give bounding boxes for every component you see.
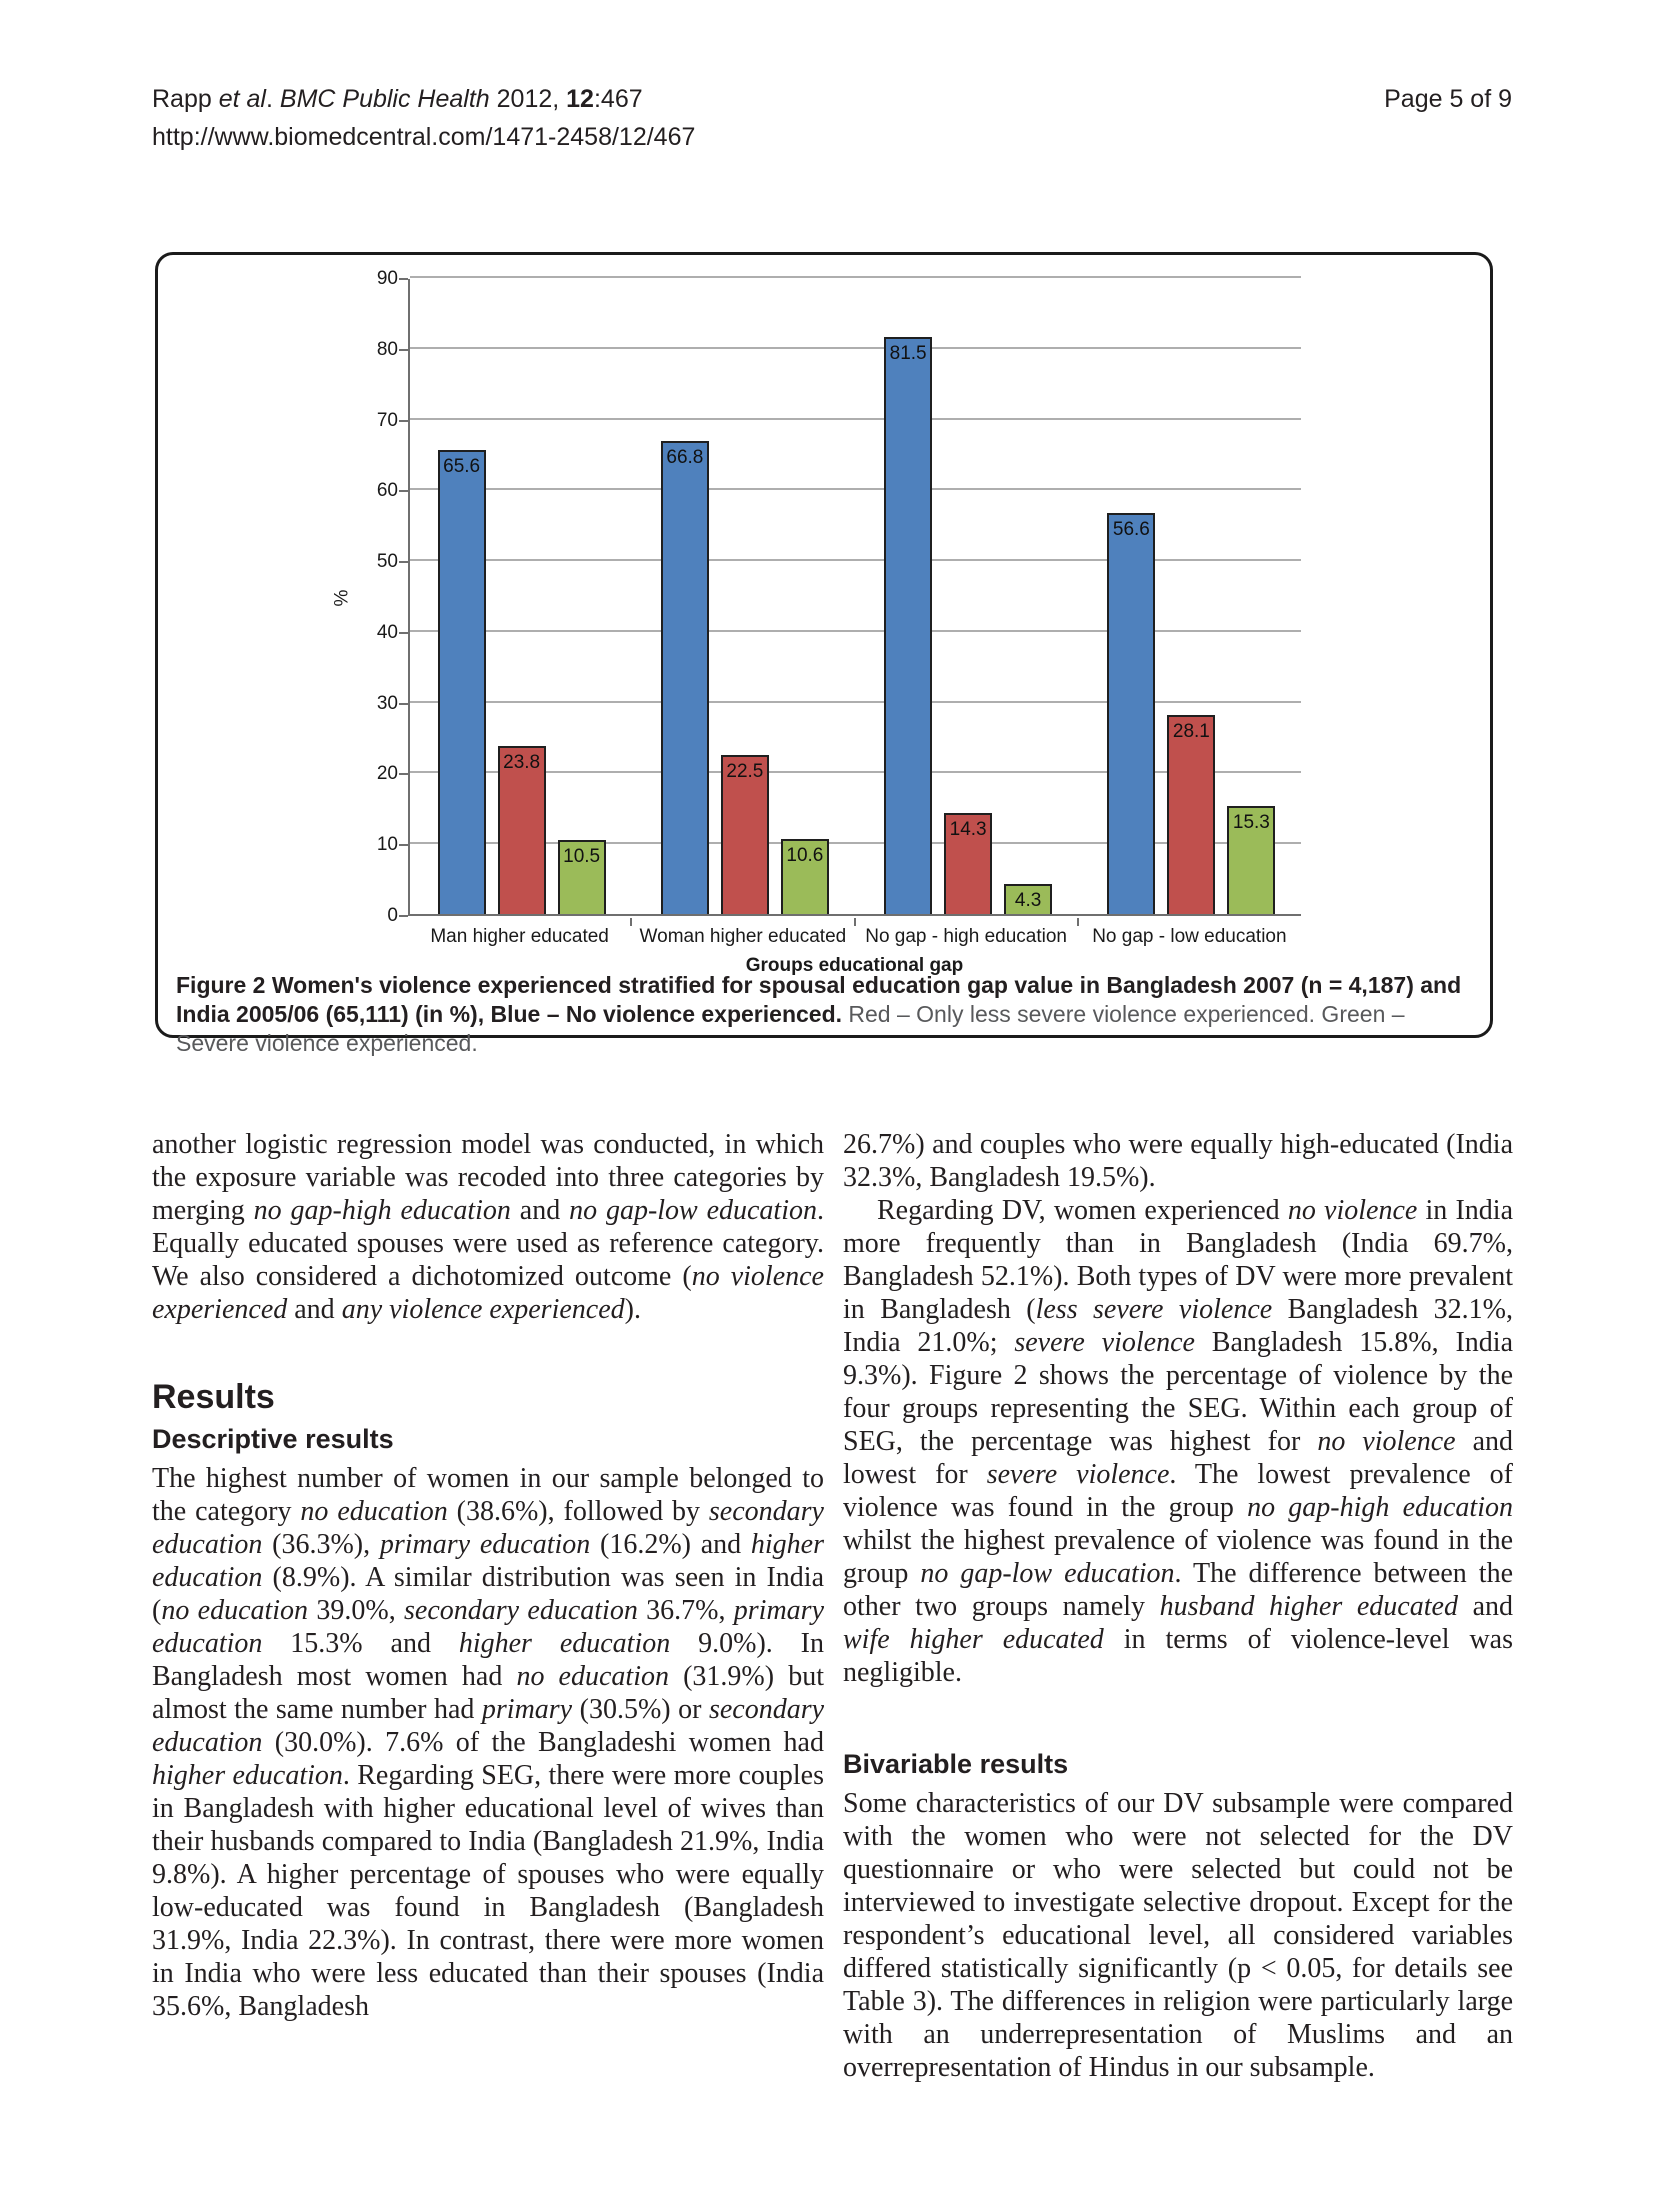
bar xyxy=(1004,884,1052,914)
text-segment: Figure 2 xyxy=(176,972,266,998)
text-segment: secondary education xyxy=(152,1496,824,1560)
bar xyxy=(781,839,829,914)
bar xyxy=(1227,806,1275,914)
paragraph-descriptive-results xyxy=(152,1462,824,2023)
header-citation xyxy=(152,84,643,114)
text-segment: Bangladesh 15.8%, India 9.3%). Figure 2 shows the percentage of violence by the four groups representing the SEG. Within each group of SEG, the percentage was highest for xyxy=(843,1327,1513,1457)
x-tick-mark xyxy=(1077,918,1079,926)
y-tick-label: 20 xyxy=(376,763,398,785)
text-segment: higher education xyxy=(152,1529,824,1593)
text-segment: . xyxy=(265,85,280,113)
text-segment: 9.0%). In Bangladesh most women had xyxy=(152,1628,824,1692)
text-segment: husband higher educated xyxy=(1159,1591,1458,1622)
y-tick-label: 80 xyxy=(376,338,398,360)
text-segment: no education xyxy=(300,1496,448,1527)
bar xyxy=(1107,513,1155,914)
y-tick-label: 70 xyxy=(376,409,398,431)
text-segment: Regarding DV, women experienced xyxy=(877,1195,1288,1226)
text-segment: ). xyxy=(624,1294,641,1325)
figure-caption xyxy=(176,971,1472,1058)
paragraph-dv-results xyxy=(843,1194,1513,1689)
column-left xyxy=(152,1128,824,2023)
column-right xyxy=(843,1128,1513,2084)
bar-value-label: 4.3 xyxy=(1014,889,1042,911)
text-segment: et al xyxy=(218,85,266,113)
y-tick-mark xyxy=(399,632,408,634)
text-segment: less severe violence xyxy=(1035,1294,1273,1325)
text-segment: primary education xyxy=(379,1529,591,1560)
x-tick-mark xyxy=(854,918,856,926)
paragraph-bivariable-results xyxy=(843,1787,1513,2084)
bar xyxy=(944,813,992,914)
bar-value-label: 15.3 xyxy=(1232,811,1270,833)
text-segment: secondary education xyxy=(152,1694,825,1758)
bar xyxy=(661,441,709,914)
x-axis-title: Groups educational gap xyxy=(745,955,964,976)
text-segment: higher education xyxy=(152,1760,343,1791)
bar-group xyxy=(1080,279,1303,914)
text-segment: no gap-high education xyxy=(1247,1492,1513,1523)
text-segment: primary education xyxy=(152,1595,825,1659)
text-segment: Red – Only less severe violence experienced. Green – Severe violence experienced. xyxy=(176,1001,1405,1056)
bar xyxy=(1167,715,1215,914)
text-segment: and xyxy=(510,1195,570,1226)
text-segment: BMC Public Health xyxy=(279,85,490,113)
y-tick-label: 40 xyxy=(376,621,398,643)
y-tick-mark xyxy=(399,349,408,351)
text-segment: :467 xyxy=(593,85,643,113)
x-category-label: Woman higher educated xyxy=(639,926,847,947)
text-segment: secondary education xyxy=(404,1595,638,1626)
x-category-label: Man higher educated xyxy=(430,926,609,947)
bar-value-label: 22.5 xyxy=(726,760,764,782)
text-segment: . The lowest prevalence of violence was found in the group xyxy=(843,1459,1514,1523)
text-segment: no gap-low education xyxy=(920,1558,1175,1589)
y-tick-mark xyxy=(399,278,408,280)
text-segment: 2012, xyxy=(489,85,567,113)
text-segment: wife higher educated xyxy=(843,1624,1104,1655)
text-segment: . The difference between the other two groups namely xyxy=(843,1558,1513,1622)
bar-group xyxy=(410,279,633,914)
text-segment: no violence xyxy=(1287,1195,1418,1226)
text-segment: severe violence xyxy=(986,1459,1170,1490)
bar xyxy=(884,337,932,914)
text-segment: no gap-low education xyxy=(569,1195,817,1226)
y-tick-mark xyxy=(399,420,408,422)
text-segment: no violence xyxy=(1317,1426,1456,1457)
text-segment: 39.0%, xyxy=(308,1595,405,1626)
paragraph-continuation xyxy=(843,1128,1513,1194)
descriptive-results-heading: Descriptive results xyxy=(152,1424,394,1454)
bar-value-label: 14.3 xyxy=(949,818,987,840)
text-segment: (8.9%). A similar distribution was seen in India ( xyxy=(152,1562,824,1626)
paragraph-methods-continuation xyxy=(152,1128,824,1326)
text-segment: (36.3%), xyxy=(262,1529,380,1560)
y-tick-mark xyxy=(399,703,408,705)
text-segment: 26.7%) and couples who were equally high-educated (India 32.3%, Bangladesh 19.5%). xyxy=(843,1129,1513,1193)
text-segment: Rapp xyxy=(152,85,219,113)
results-heading: Results xyxy=(152,1378,275,1416)
y-tick-label: 50 xyxy=(376,551,398,573)
text-segment: Some characteristics of our DV subsample were compared with the women who were not selected for the DV questionnaire or who were selected but could not be interviewed to investigate selective dropout. Except for the respondent’s educational level, all considered variables differed statistically significantly (p < 0.05, for details see Table 3). The differences in religion were particularly large with an underrepresentation of Muslims and an overrepresentation of Hindus in our subsample. xyxy=(843,1788,1513,2083)
header-url: http://www.biomedcentral.com/1471-2458/12/467 xyxy=(152,123,696,151)
x-axis-category-labels xyxy=(408,926,1301,956)
y-tick-mark xyxy=(399,773,408,775)
y-tick-mark xyxy=(399,915,408,917)
y-tick-label: 10 xyxy=(376,834,398,856)
y-tick-label: 60 xyxy=(376,480,398,502)
x-category-label: No gap - high education xyxy=(865,926,1067,947)
text-segment: (16.2%) and xyxy=(590,1529,751,1560)
bar xyxy=(558,840,606,914)
y-tick-label: 90 xyxy=(376,268,398,289)
gridline xyxy=(410,276,1301,278)
page-indicator: Page 5 of 9 xyxy=(1384,85,1512,113)
bar-value-label: 81.5 xyxy=(889,343,927,365)
y-axis-label: % xyxy=(331,589,353,607)
y-tick-label: 30 xyxy=(376,692,398,714)
text-segment: Bangladesh 32.1%, India 21.0%; xyxy=(843,1294,1513,1358)
text-segment: another logistic regression model was conducted, in which the exposure variable was recoded into three categories by merging xyxy=(152,1129,824,1226)
text-segment: 12 xyxy=(566,85,594,113)
text-segment: 36.7%, xyxy=(637,1595,734,1626)
bar-value-label: 56.6 xyxy=(1112,519,1150,541)
y-tick-mark xyxy=(399,490,408,492)
bar-chart xyxy=(158,255,1490,1035)
bar xyxy=(438,450,486,914)
x-category-label: No gap - low education xyxy=(1092,926,1287,947)
text-segment: (31.9%) but almost the same number had xyxy=(152,1661,824,1725)
y-tick-label: 0 xyxy=(387,905,398,926)
text-segment: higher education xyxy=(458,1628,671,1659)
figure-2-box xyxy=(155,252,1493,1056)
bar-group xyxy=(633,279,856,914)
text-segment: whilst the highest prevalence of violence was found in the group xyxy=(843,1525,1513,1589)
y-tick-mark xyxy=(399,561,408,563)
y-tick-mark xyxy=(399,844,408,846)
text-segment: (30.5%) or xyxy=(572,1694,709,1725)
text-segment: primary xyxy=(481,1694,573,1725)
text-segment: and lowest for xyxy=(843,1426,1514,1490)
text-segment: (30.0%). 7.6% of the Bangladeshi women had xyxy=(262,1727,824,1758)
text-segment: any violence experienced xyxy=(341,1294,625,1325)
text-segment: no education xyxy=(161,1595,309,1626)
x-tick-mark xyxy=(630,918,632,926)
text-segment: The highest number of women in our sample belonged to the category xyxy=(152,1463,824,1527)
bar xyxy=(721,755,769,914)
bar xyxy=(498,746,546,914)
text-segment: no education xyxy=(516,1661,669,1692)
bar-value-label: 65.6 xyxy=(443,455,481,477)
chart-plot-area xyxy=(408,279,1301,916)
text-segment: (38.6%), followed by xyxy=(447,1496,709,1527)
text-segment: severe violence xyxy=(1014,1327,1195,1358)
text-segment: and xyxy=(1457,1591,1513,1622)
text-segment: Women's violence experienced stratified for spousal education gap value in Bangladesh 2007 (n = 4,187) and India 2005/06 (65,111) (in %), Blue – No violence experienced. xyxy=(176,972,1462,1027)
text-segment: 15.3% and xyxy=(262,1628,459,1659)
bivariable-results-heading: Bivariable results xyxy=(843,1749,1069,1779)
text-segment: and xyxy=(287,1294,342,1325)
text-segment: in India more frequently than in Bangladesh (India 69.7%, Bangladesh 52.1%). Both types of DV were more prevalent in Bangladesh ( xyxy=(843,1195,1514,1325)
text-segment: no violence experienced xyxy=(152,1261,824,1325)
text-segment: in terms of violence-level was negligible. xyxy=(843,1624,1514,1688)
bar-value-label: 10.6 xyxy=(786,844,824,866)
bar-value-label: 10.5 xyxy=(563,845,601,867)
bar-value-label: 23.8 xyxy=(503,751,541,773)
text-segment: . Equally educated spouses were used as reference category. We also considered a dichotomized outcome ( xyxy=(152,1195,824,1292)
text-segment: . Regarding SEG, there were more couples in Bangladesh with higher educational level of wives than their husbands compared to India (Bangladesh 21.9%, India 9.8%). A higher percentage of spouses who were equally low-educated was found in Bangladesh (Bangladesh 31.9%, India 22.3%). In contrast, there were more women in India who were less educated than their spouses (India 35.6%, Bangladesh xyxy=(152,1760,824,2022)
bar-value-label: 66.8 xyxy=(666,447,704,469)
bar-value-label: 28.1 xyxy=(1172,721,1210,743)
text-segment: no gap-high education xyxy=(253,1195,511,1226)
bar-group xyxy=(857,279,1080,914)
